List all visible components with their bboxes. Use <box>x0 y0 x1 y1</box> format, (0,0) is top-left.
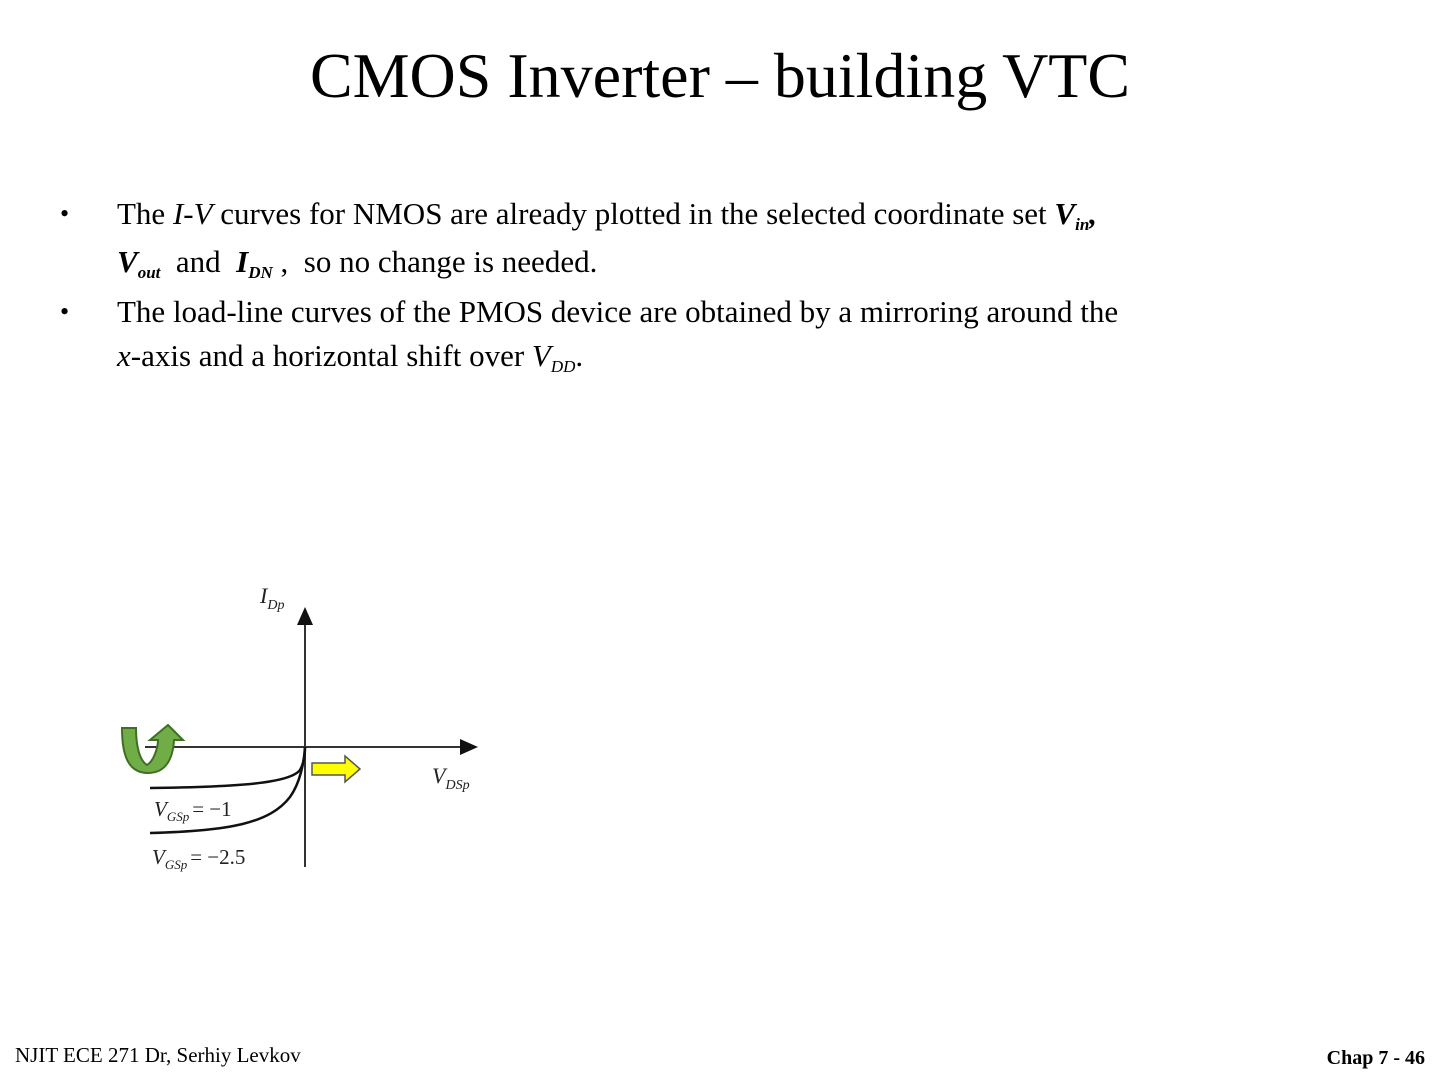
bullet-dot: • <box>60 199 70 228</box>
y-axis-arrowhead <box>297 607 313 625</box>
pmos-iv-diagram <box>110 575 490 895</box>
curve-1-label: $V_{GSp} = -1$ <box>154 797 232 824</box>
bullet-item-2 <box>60 290 1320 378</box>
x-axis-label: $V_{DSp}$ <box>432 763 470 793</box>
footer-page-number: Chap 7 - 46 <box>1326 1047 1425 1069</box>
curve-2-label: $V_{GSp} = -2.5$ <box>152 845 246 872</box>
slide-title: CMOS Inverter – building VTC <box>309 40 1131 111</box>
bullet-dot: • <box>60 297 70 326</box>
x-axis-arrowhead <box>460 739 478 755</box>
bullet-list <box>60 190 1320 382</box>
curve-vgsp-minus-1 <box>150 747 305 788</box>
footer-course-author: NJIT ECE 271 Dr, Serhiy Levkov <box>15 1043 301 1067</box>
mirror-arrow-icon <box>122 725 183 773</box>
y-axis-label: $I_{Dp}$ <box>260 583 285 613</box>
bullet-2-line-2: x-axis and a horizontal shift over $V_{DD}$. <box>117 338 584 376</box>
bullet-2-line-1: The load-line curves of the PMOS device are obtained by a mirroring around the <box>117 294 1119 329</box>
shift-arrow-icon <box>312 756 360 782</box>
bullet-item-1 <box>60 190 1320 286</box>
bullet-1-line-1: The I-V curves for NMOS are already plotted in the selected coordinate set $V_{in}$, <box>117 196 1098 234</box>
bullet-1-line-2: $V_{out}$ and $I_{DN}$ , so no change is needed. <box>117 244 598 282</box>
